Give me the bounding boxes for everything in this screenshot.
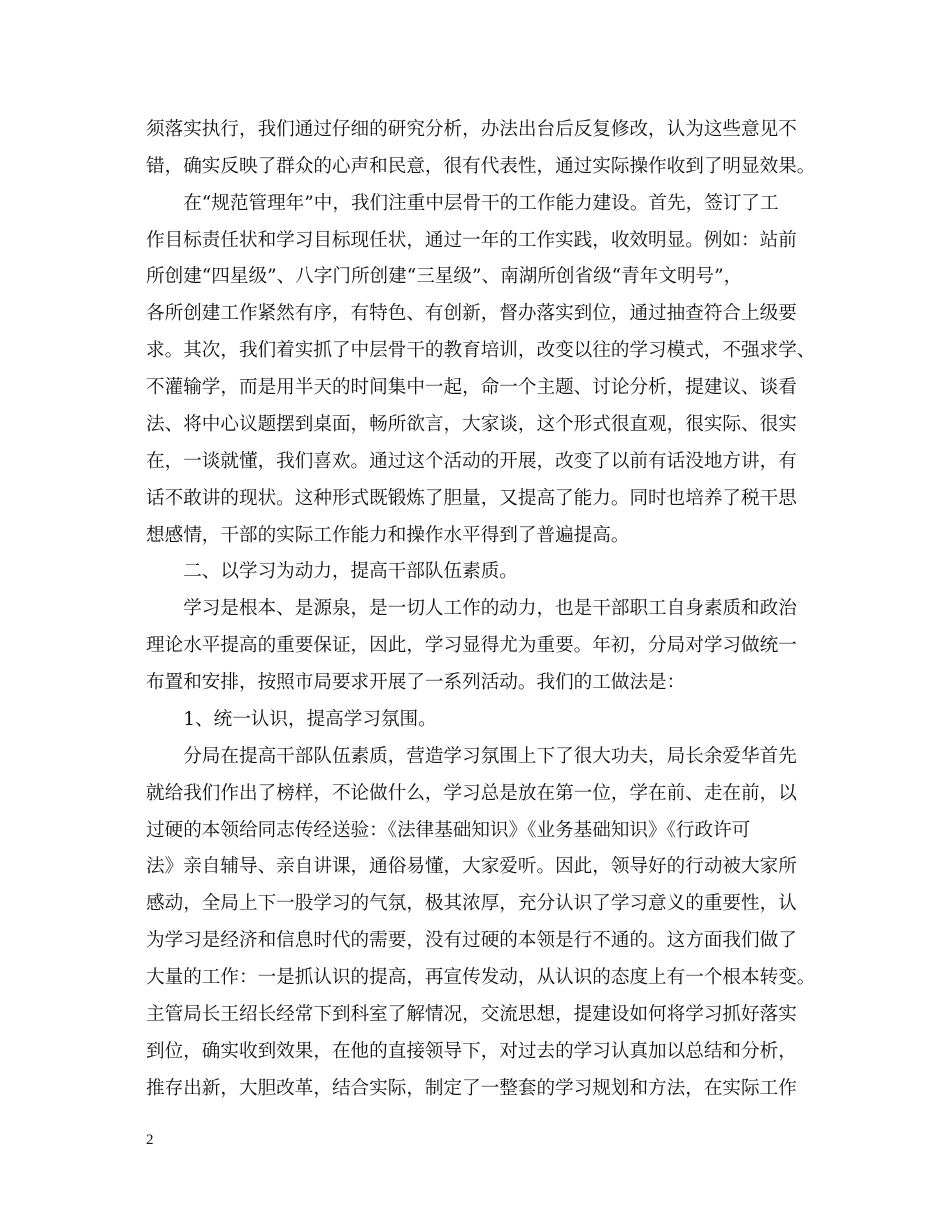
- text-line: 在“规范管理年”中，我们注重中层骨干的工作能力建设。首先，签订了工: [146, 193, 779, 214]
- text-line: 分局在提高干部队伍素质，营造学习氛围上下了很大功夫，局长余爱华首先: [146, 746, 797, 767]
- text-line: 所创建“四星级”、八字门所创建“三星级”、南湖所创省级“青年文明号”，: [146, 266, 743, 287]
- text-line: 话不敢讲的现状。这种形式既锻炼了胆量，又提高了能力。同时也培养了税干思: [146, 488, 797, 509]
- text-line: 推存出新，大胆改革，结合实际，制定了一整套的学习规划和方法，在实际工作: [146, 1078, 797, 1099]
- text-line: 求。其次，我们着实抓了中层骨干的教育培训，改变以往的学习模式，不强求学、: [146, 340, 816, 361]
- text-line: 须落实执行，我们通过仔细的研究分析，办法出台后反复修改，认为这些意见不: [146, 119, 797, 140]
- text-line: 感动，全局上下一股学习的气氛，极其浓厚，充分认识了学习意义的重要性，认: [146, 893, 797, 914]
- text-line: 作目标责任状和学习目标现任状，通过一年的工作实践，收效明显。例如：站前: [146, 230, 797, 251]
- text-line: 错，确实反映了群众的心声和民意，很有代表性，通过实际操作收到了明显效果。: [146, 156, 816, 177]
- text-line: 法、将中心议题摆到桌面，畅所欲言，大家谈，这个形式很直观，很实际、很实: [146, 414, 797, 435]
- text-line: 主管局长王绍长经常下到科室了解情况，交流思想，提建设如何将学习抓好落实: [146, 1004, 797, 1025]
- section-heading: 二、以学习为动力，提高干部队伍素质。: [146, 561, 518, 582]
- text-line: 在，一谈就懂，我们喜欢。通过这个活动的开展，改变了以前有话没地方讲，有: [146, 451, 797, 472]
- text-line: 不灌输学，而是用半天的时间集中一起，命一个主题、讨论分析，提建议、谈看: [146, 377, 797, 398]
- text-line: 大量的工作：一是抓认识的提高，再宣传发动，从认识的态度上有一个根本转变。: [146, 967, 816, 988]
- text-line: 布置和安排，按照市局要求开展了一系列活动。我们的工做法是：: [146, 672, 686, 693]
- text-line: 法》亲自辅导、亲自讲课，通俗易懂，大家爱听。因此，领导好的行动被大家所: [146, 856, 797, 877]
- text-line: 为学习是经济和信息时代的需要，没有过硬的本领是行不通的。这方面我们做了: [146, 930, 797, 951]
- text-line: 想感情，干部的实际工作能力和操作水平得到了普遍提高。: [146, 525, 630, 546]
- text-line: 就给我们作出了榜样，不论做什么，学习总是放在第一位，学在前、走在前，以: [146, 783, 797, 804]
- subsection-heading: 1、统一认识，提高学习氛围。: [146, 709, 437, 730]
- text-line: 到位，确实收到效果，在他的直接领导下，对过去的学习认真加以总结和分析，: [146, 1041, 797, 1062]
- text-line: 各所创建工作紧然有序，有特色、有创新，督办落实到位，通过抽查符合上级要: [146, 303, 797, 324]
- page-number: 2: [146, 1132, 154, 1148]
- text-line: 理论水平提高的重要保证，因此，学习显得尤为重要。年初，分局对学习做统一: [146, 635, 797, 656]
- text-line: 过硬的本领给同志传经送验：《法律基础知识》《业务基础知识》《行政许可: [146, 820, 751, 841]
- text-line: 学习是根本、是源泉，是一切人工作的动力，也是干部职工自身素质和政治: [146, 598, 797, 619]
